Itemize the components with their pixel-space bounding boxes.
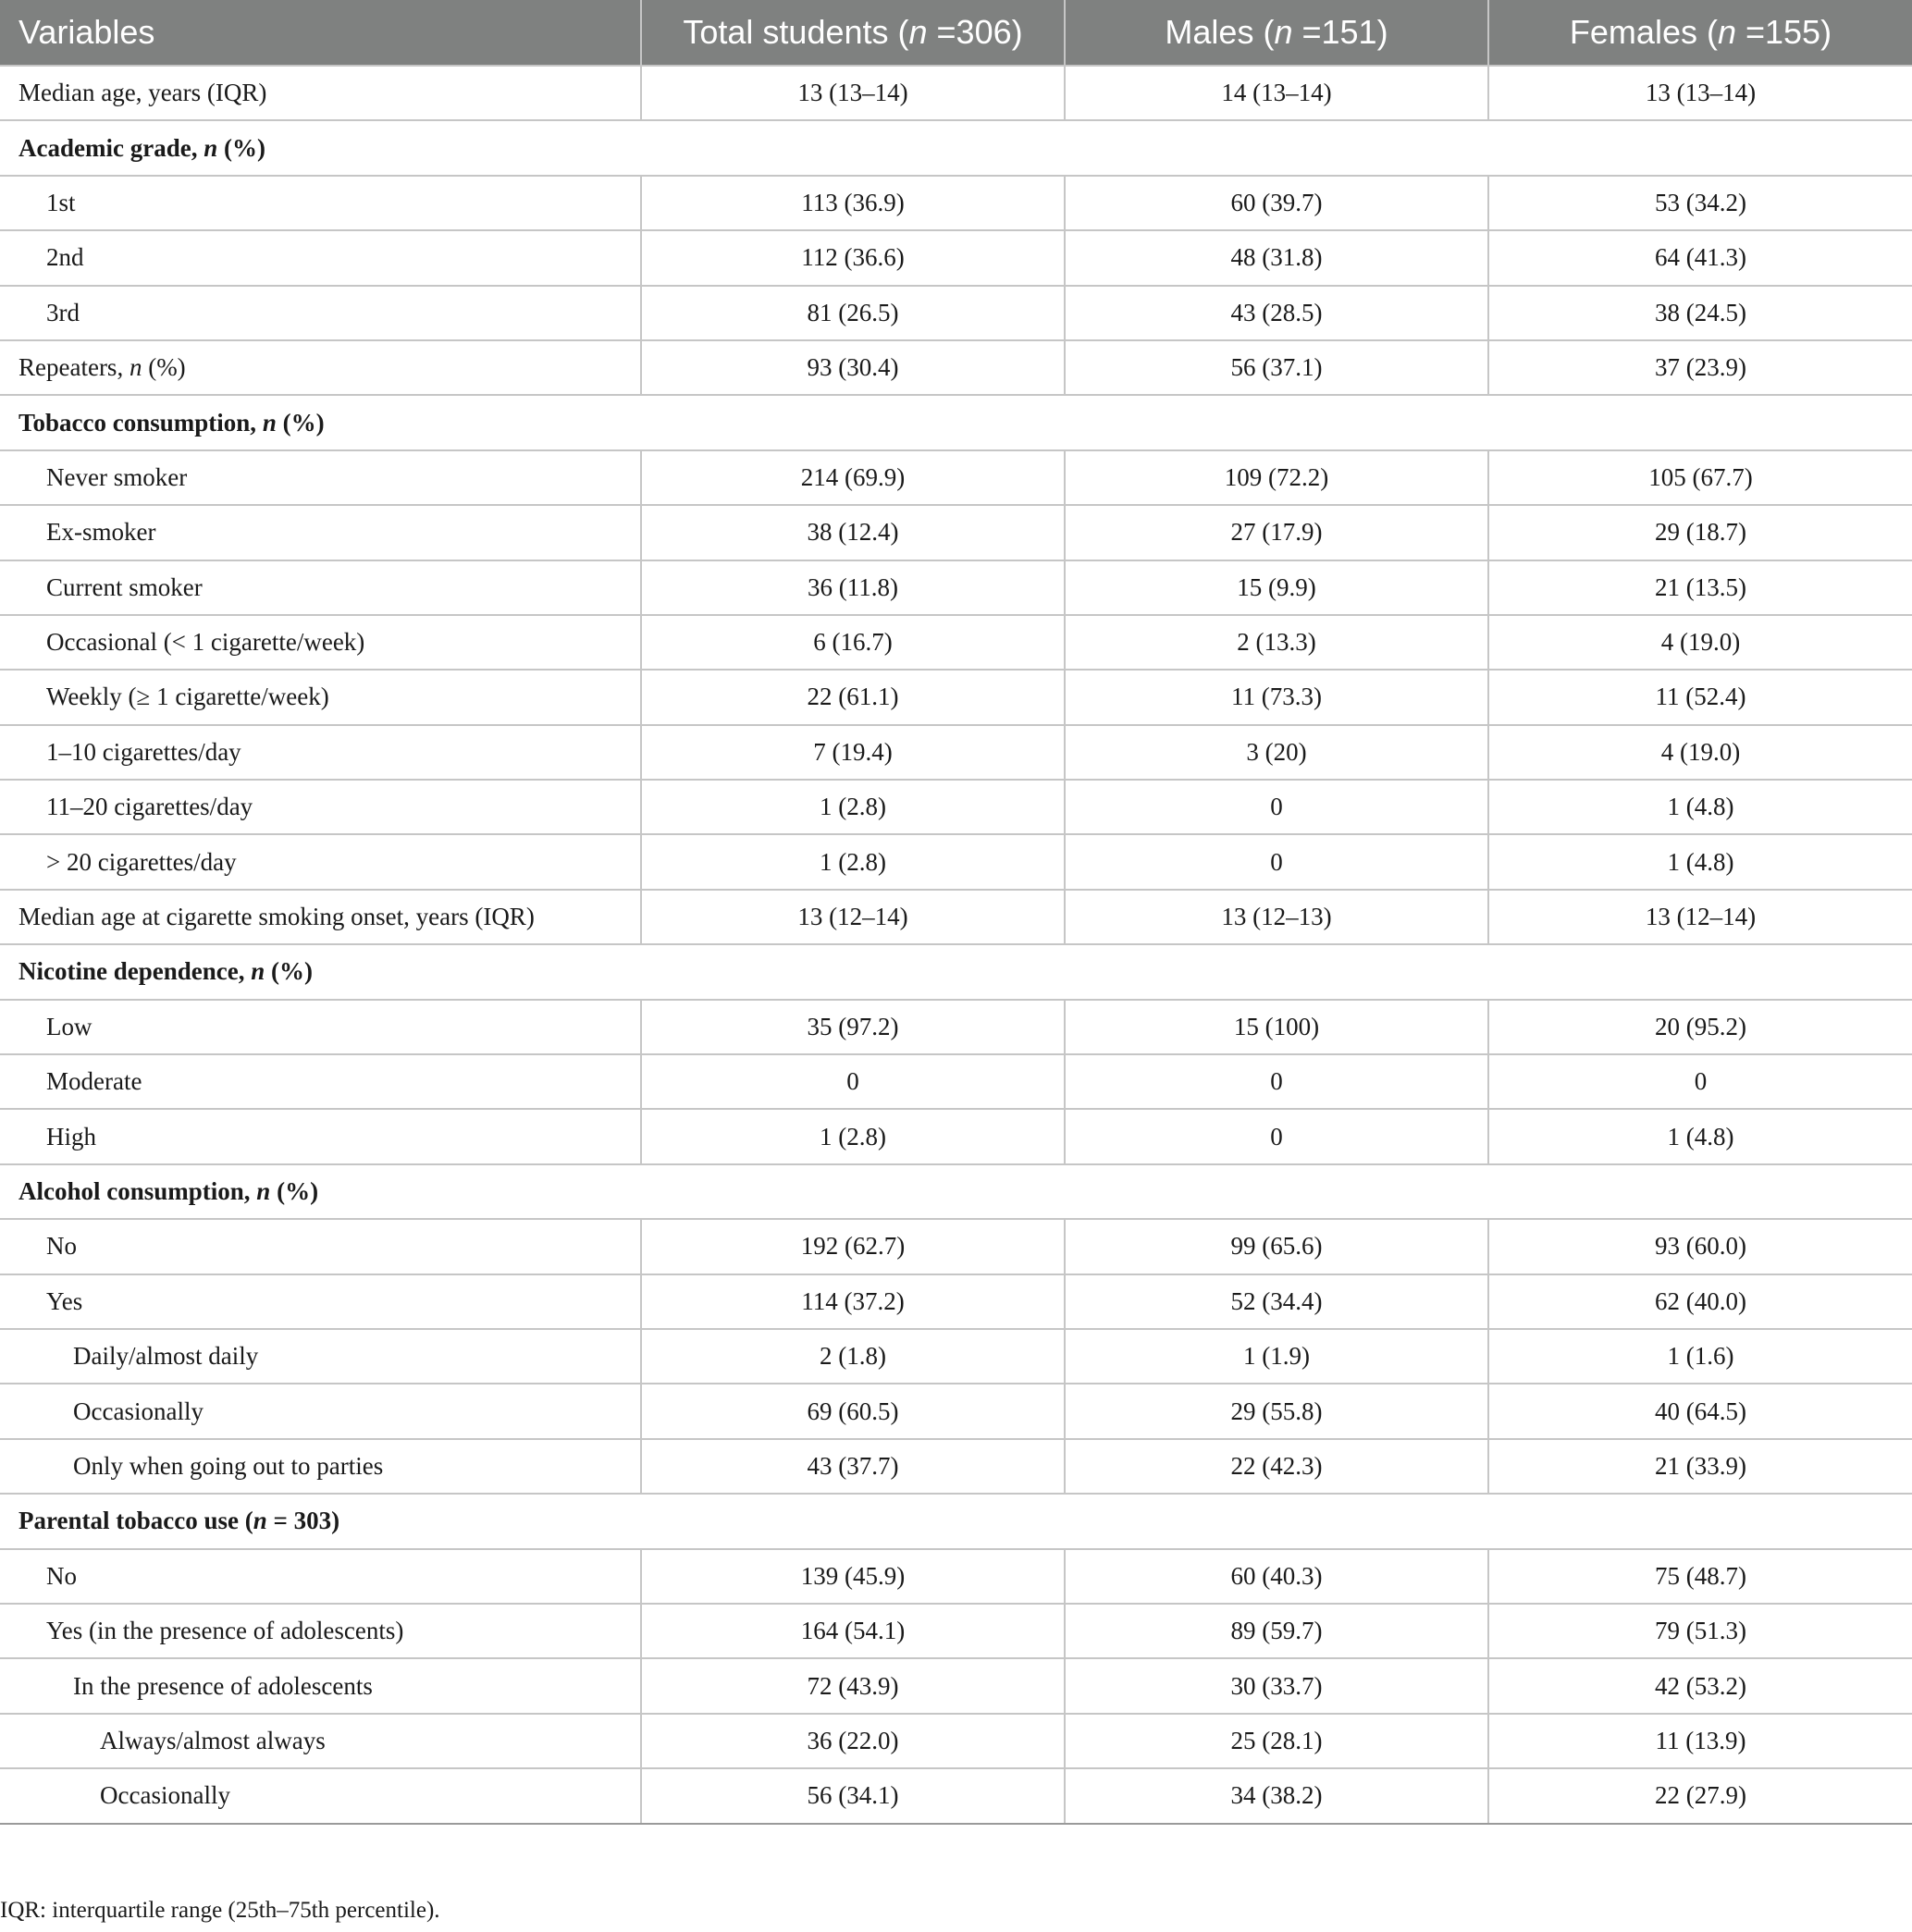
females-value: 4 (19.0) bbox=[1488, 725, 1912, 780]
row-label: 1st bbox=[0, 176, 641, 230]
row-label: Occasionally bbox=[0, 1384, 641, 1438]
row-label: Daily/almost daily bbox=[0, 1329, 641, 1384]
total-value: 36 (11.8) bbox=[641, 560, 1065, 615]
females-value: 20 (95.2) bbox=[1488, 1000, 1912, 1054]
males-value: 25 (28.1) bbox=[1065, 1714, 1488, 1768]
total-value: 114 (37.2) bbox=[641, 1274, 1065, 1329]
total-value: 56 (34.1) bbox=[641, 1768, 1065, 1823]
table-row bbox=[0, 1274, 1912, 1329]
total-value: 13 (13–14) bbox=[641, 66, 1065, 120]
table-row bbox=[0, 286, 1912, 340]
males-value: 1 (1.9) bbox=[1065, 1329, 1488, 1384]
total-value: 214 (69.9) bbox=[641, 450, 1065, 505]
total-value: 164 (54.1) bbox=[641, 1604, 1065, 1658]
males-value: 60 (39.7) bbox=[1065, 176, 1488, 230]
females-value: 64 (41.3) bbox=[1488, 230, 1912, 285]
total-value: 36 (22.0) bbox=[641, 1714, 1065, 1768]
table-row bbox=[0, 1604, 1912, 1658]
section-row-tobacco-consumption bbox=[0, 395, 1912, 449]
males-value: 43 (28.5) bbox=[1065, 286, 1488, 340]
females-value: 75 (48.7) bbox=[1488, 1549, 1912, 1604]
males-value: 109 (72.2) bbox=[1065, 450, 1488, 505]
females-value: 11 (52.4) bbox=[1488, 670, 1912, 724]
males-value: 29 (55.8) bbox=[1065, 1384, 1488, 1438]
total-value: 38 (12.4) bbox=[641, 505, 1065, 560]
row-label: Low bbox=[0, 1000, 641, 1054]
total-value: 93 (30.4) bbox=[641, 340, 1065, 395]
table-row bbox=[0, 66, 1912, 120]
row-label: 1–10 cigarettes/day bbox=[0, 725, 641, 780]
total-value: 7 (19.4) bbox=[641, 725, 1065, 780]
section-row-academic-grade bbox=[0, 120, 1912, 175]
males-value: 30 (33.7) bbox=[1065, 1658, 1488, 1713]
total-value: 1 (2.8) bbox=[641, 780, 1065, 834]
total-value: 81 (26.5) bbox=[641, 286, 1065, 340]
total-value: 192 (62.7) bbox=[641, 1219, 1065, 1274]
males-value: 22 (42.3) bbox=[1065, 1439, 1488, 1494]
total-value: 22 (61.1) bbox=[641, 670, 1065, 724]
males-value: 56 (37.1) bbox=[1065, 340, 1488, 395]
row-label: Never smoker bbox=[0, 450, 641, 505]
table-row bbox=[0, 560, 1912, 615]
total-value: 1 (2.8) bbox=[641, 834, 1065, 889]
males-value: 11 (73.3) bbox=[1065, 670, 1488, 724]
total-value: 112 (36.6) bbox=[641, 230, 1065, 285]
males-value: 14 (13–14) bbox=[1065, 66, 1488, 120]
males-value: 34 (38.2) bbox=[1065, 1768, 1488, 1823]
row-label: No bbox=[0, 1549, 641, 1604]
table-row bbox=[0, 1768, 1912, 1823]
table-row bbox=[0, 780, 1912, 834]
males-value: 0 bbox=[1065, 1054, 1488, 1109]
males-value: 0 bbox=[1065, 780, 1488, 834]
table-row bbox=[0, 1384, 1912, 1438]
males-value: 89 (59.7) bbox=[1065, 1604, 1488, 1658]
table-row bbox=[0, 615, 1912, 670]
table-row bbox=[0, 1054, 1912, 1109]
section-label: Nicotine dependence, n (%) bbox=[0, 944, 1912, 999]
males-value: 60 (40.3) bbox=[1065, 1549, 1488, 1604]
females-value: 38 (24.5) bbox=[1488, 286, 1912, 340]
row-label: 2nd bbox=[0, 230, 641, 285]
section-label: Parental tobacco use (n = 303) bbox=[0, 1494, 1912, 1548]
section-label: Academic grade, n (%) bbox=[0, 120, 1912, 175]
row-label: Occasional (< 1 cigarette/week) bbox=[0, 615, 641, 670]
females-value: 1 (4.8) bbox=[1488, 1109, 1912, 1163]
row-label: Current smoker bbox=[0, 560, 641, 615]
table-row bbox=[0, 176, 1912, 230]
total-value: 43 (37.7) bbox=[641, 1439, 1065, 1494]
table-row bbox=[0, 340, 1912, 395]
row-label: Weekly (≥ 1 cigarette/week) bbox=[0, 670, 641, 724]
header-total: Total students (n =306) bbox=[641, 0, 1065, 66]
males-value: 2 (13.3) bbox=[1065, 615, 1488, 670]
row-label: No bbox=[0, 1219, 641, 1274]
males-value: 3 (20) bbox=[1065, 725, 1488, 780]
section-row-alcohol-consumption bbox=[0, 1164, 1912, 1219]
table-row bbox=[0, 670, 1912, 724]
total-value: 139 (45.9) bbox=[641, 1549, 1065, 1604]
row-label: 11–20 cigarettes/day bbox=[0, 780, 641, 834]
females-value: 0 bbox=[1488, 1054, 1912, 1109]
table-row bbox=[0, 1000, 1912, 1054]
total-value: 35 (97.2) bbox=[641, 1000, 1065, 1054]
header-variables: Variables bbox=[0, 0, 641, 66]
table-row bbox=[0, 230, 1912, 285]
table-row bbox=[0, 725, 1912, 780]
males-value: 0 bbox=[1065, 1109, 1488, 1163]
section-label: Alcohol consumption, n (%) bbox=[0, 1164, 1912, 1219]
total-value: 72 (43.9) bbox=[641, 1658, 1065, 1713]
row-label: Only when going out to parties bbox=[0, 1439, 641, 1494]
total-value: 69 (60.5) bbox=[641, 1384, 1065, 1438]
females-value: 1 (4.8) bbox=[1488, 780, 1912, 834]
row-label: > 20 cigarettes/day bbox=[0, 834, 641, 889]
females-value: 22 (27.9) bbox=[1488, 1768, 1912, 1823]
table-row bbox=[0, 1109, 1912, 1163]
males-value: 15 (9.9) bbox=[1065, 560, 1488, 615]
males-value: 0 bbox=[1065, 834, 1488, 889]
females-value: 21 (33.9) bbox=[1488, 1439, 1912, 1494]
table-row bbox=[0, 1658, 1912, 1713]
females-value: 53 (34.2) bbox=[1488, 176, 1912, 230]
row-label: In the presence of adolescents bbox=[0, 1658, 641, 1713]
table-row bbox=[0, 1219, 1912, 1274]
females-value: 42 (53.2) bbox=[1488, 1658, 1912, 1713]
males-value: 52 (34.4) bbox=[1065, 1274, 1488, 1329]
row-label: Median age at cigarette smoking onset, years (IQR) bbox=[0, 890, 641, 944]
table-row bbox=[0, 834, 1912, 889]
row-label: Ex-smoker bbox=[0, 505, 641, 560]
males-value: 13 (12–13) bbox=[1065, 890, 1488, 944]
table-row bbox=[0, 1714, 1912, 1768]
header-females: Females (n =155) bbox=[1488, 0, 1912, 66]
row-label: 3rd bbox=[0, 286, 641, 340]
table-row bbox=[0, 1329, 1912, 1384]
females-value: 21 (13.5) bbox=[1488, 560, 1912, 615]
females-value: 13 (12–14) bbox=[1488, 890, 1912, 944]
row-label: Yes (in the presence of adolescents) bbox=[0, 1604, 641, 1658]
males-value: 27 (17.9) bbox=[1065, 505, 1488, 560]
females-value: 1 (1.6) bbox=[1488, 1329, 1912, 1384]
section-label: Tobacco consumption, n (%) bbox=[0, 395, 1912, 449]
total-value: 2 (1.8) bbox=[641, 1329, 1065, 1384]
row-label: Moderate bbox=[0, 1054, 641, 1109]
females-value: 1 (4.8) bbox=[1488, 834, 1912, 889]
females-value: 13 (13–14) bbox=[1488, 66, 1912, 120]
header-row bbox=[0, 0, 1912, 66]
females-value: 29 (18.7) bbox=[1488, 505, 1912, 560]
section-row-parental-tobacco-use bbox=[0, 1494, 1912, 1548]
females-value: 40 (64.5) bbox=[1488, 1384, 1912, 1438]
males-value: 15 (100) bbox=[1065, 1000, 1488, 1054]
females-value: 4 (19.0) bbox=[1488, 615, 1912, 670]
females-value: 62 (40.0) bbox=[1488, 1274, 1912, 1329]
row-label: High bbox=[0, 1109, 641, 1163]
row-label: Median age, years (IQR) bbox=[0, 66, 641, 120]
females-value: 37 (23.9) bbox=[1488, 340, 1912, 395]
table-row bbox=[0, 1439, 1912, 1494]
row-label: Occasionally bbox=[0, 1768, 641, 1823]
table-row bbox=[0, 505, 1912, 560]
table-row bbox=[0, 890, 1912, 944]
females-value: 11 (13.9) bbox=[1488, 1714, 1912, 1768]
section-row-nicotine-dependence bbox=[0, 944, 1912, 999]
females-value: 105 (67.7) bbox=[1488, 450, 1912, 505]
total-value: 6 (16.7) bbox=[641, 615, 1065, 670]
males-value: 48 (31.8) bbox=[1065, 230, 1488, 285]
females-value: 93 (60.0) bbox=[1488, 1219, 1912, 1274]
females-value: 79 (51.3) bbox=[1488, 1604, 1912, 1658]
table-row bbox=[0, 1549, 1912, 1604]
total-value: 1 (2.8) bbox=[641, 1109, 1065, 1163]
table-footnote: IQR: interquartile range (25th–75th percentile). bbox=[0, 1898, 440, 1923]
row-label: Always/almost always bbox=[0, 1714, 641, 1768]
total-value: 113 (36.9) bbox=[641, 176, 1065, 230]
row-label: Yes bbox=[0, 1274, 641, 1329]
header-males: Males (n =151) bbox=[1065, 0, 1488, 66]
row-label: Repeaters, n (%) bbox=[0, 340, 641, 395]
males-value: 99 (65.6) bbox=[1065, 1219, 1488, 1274]
total-value: 13 (12–14) bbox=[641, 890, 1065, 944]
total-value: 0 bbox=[641, 1054, 1065, 1109]
table-row bbox=[0, 450, 1912, 505]
